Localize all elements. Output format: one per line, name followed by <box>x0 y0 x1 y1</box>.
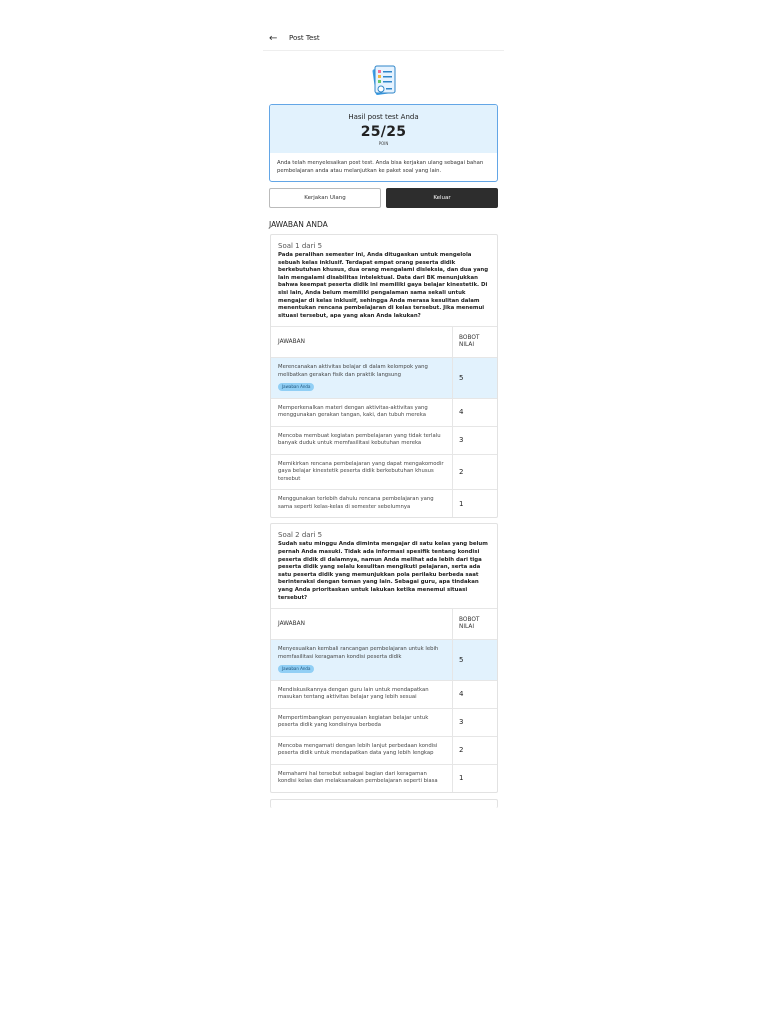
question-number: Soal 2 dari 5 <box>278 531 323 540</box>
retry-button[interactable]: Kerjakan Ulang <box>269 188 381 208</box>
result-message: Anda telah menyelesaikan post test. Anda bisa kerjakan ulang sebagai bahan pembelajaran anda atau melanjutkan ke paket soal yang lain. <box>277 160 484 174</box>
score-cell: 1 <box>453 764 498 792</box>
answer-cell <box>271 358 453 399</box>
question-text: Pada peralihan semester ini, Anda ditugaskan untuk mengelola sebuah kelas inklusif. Terdapat empat orang peserta didik berkebutuhan khusus, dua orang mengalami disleksia, dan dua yang lain mengalami disabilitas intelektual. Data dari BK menunjukkan bahwa keempat peserta didik ini memiliki gaya belajar kinestetik. Di sisi lain, Anda belum memiliki pengalaman sama sekali untuk mengajar di kelas inklusif, sehingga Anda merasa kesulitan dalam menentukan rencana pembelajaran di kelas tersebut. Jika menemui situasi tersebut, apa yang akan Anda lakukan? <box>278 252 489 319</box>
score-cell: 3 <box>453 426 498 454</box>
table-row <box>271 426 497 454</box>
table-row <box>271 736 497 764</box>
exit-button[interactable]: Keluar <box>386 188 498 208</box>
result-unit: POIN <box>378 141 389 146</box>
document-list-icon <box>365 62 403 100</box>
question-card <box>270 234 498 518</box>
your-answer-badge: Jawaban Anda <box>278 665 314 673</box>
score-cell: 4 <box>453 680 498 708</box>
table-row <box>271 640 497 681</box>
question-card-partial <box>270 799 498 808</box>
page-title: Post Test <box>289 34 320 42</box>
table-row <box>271 708 497 736</box>
answer-text: Menyesuaikan kembali rancangan pembelajaran untuk lebih memfasilitasi keragaman kondisi peserta didik <box>278 646 439 660</box>
table-row <box>271 764 497 792</box>
answer-table <box>271 608 497 792</box>
result-summary <box>270 105 497 153</box>
table-header-row <box>271 327 497 358</box>
question-number: Soal 1 dari 5 <box>278 242 323 250</box>
table-row <box>271 490 497 518</box>
top-bar <box>263 26 504 51</box>
answer-text: Menggunakan terlebih dahulu rencana pembelajaran yang sama seperti kelas-kelas di semester sebelumnya <box>271 490 453 518</box>
arrow-left-icon[interactable]: ← <box>269 32 278 44</box>
action-buttons <box>269 188 498 208</box>
answer-text: Memperkenalkan materi dengan aktivitas-aktivitas yang menggunakan gerakan tangan, kaki, dan tubuh mereka <box>271 398 453 426</box>
score-cell: 4 <box>453 398 498 426</box>
result-card <box>269 104 498 182</box>
answer-text: Mempertimbangkan penyesuaian kegiatan belajar untuk peserta didik yang kondisinya berbeda <box>271 708 453 736</box>
table-row <box>271 454 497 490</box>
score-cell: 2 <box>453 454 498 490</box>
table-row <box>271 358 497 399</box>
result-title: Hasil post test Anda <box>348 113 419 121</box>
your-answer-badge: Jawaban Anda <box>278 383 314 391</box>
score-column-header: BOBOT NILAI <box>453 327 498 358</box>
score-cell: 3 <box>453 708 498 736</box>
answer-text: Memikirkan rencana pembelajaran yang dapat mengakomodir gaya belajar kinestetik peserta didik berkebutuhan khusus tersebut <box>271 454 453 490</box>
answer-table <box>271 326 497 517</box>
answer-column-header: JAWABAN <box>271 609 453 640</box>
answers-heading: JAWABAN ANDA <box>269 220 328 229</box>
question-card <box>270 523 498 792</box>
result-score: 25/25 <box>360 124 407 140</box>
answer-text: Mencoba mengamati dengan lebih lanjut perbedaan kondisi peserta didik untuk mendapatkan data yang lebih lengkap <box>271 736 453 764</box>
answer-text: Merencanakan aktivitas belajar di dalam kelompok yang melibatkan gerakan fisik dan praktik langsung <box>278 364 428 378</box>
table-header-row <box>271 609 497 640</box>
score-cell: 2 <box>453 736 498 764</box>
answer-column-header: JAWABAN <box>271 327 453 358</box>
answer-text: Memahami hal tersebut sebagai bagian dari keragaman kondisi kelas dan melaksanakan pembelajaran seperti biasa <box>271 764 453 792</box>
answer-text: Mendiskusikannya dengan guru lain untuk mendapatkan masukan tentang aktivitas belajar yang lebih sesuai <box>271 680 453 708</box>
score-column-header: BOBOT NILAI <box>453 609 498 640</box>
score-cell: 5 <box>453 358 498 399</box>
answer-cell <box>271 640 453 681</box>
answer-text: Mencoba membuat kegiatan pembelajaran yang tidak terlalu banyak duduk untuk memfasilitasi kebutuhan mereka <box>271 426 453 454</box>
table-row <box>271 398 497 426</box>
question-text: Sudah satu minggu Anda diminta mengajar di satu kelas yang belum pernah Anda masuki. Tidak ada informasi spesifik tentang kondisi peserta didik di dalamnya, namun Anda melihat ada lebih dari tiga peserta didik yang selalu kesulitan mengikuti pelajaran, serta ada satu peserta didik yang memunjukkan pola perilaku berbeda saat berinteraksi dengan teman yang lain. Sebagai guru, apa tindakan yang Anda prioritaskan untuk lakukan ketika menemui situasi tersebut? <box>278 541 488 601</box>
score-cell: 1 <box>453 490 498 518</box>
table-row <box>271 680 497 708</box>
post-test-page <box>263 26 504 808</box>
score-cell: 5 <box>453 640 498 681</box>
